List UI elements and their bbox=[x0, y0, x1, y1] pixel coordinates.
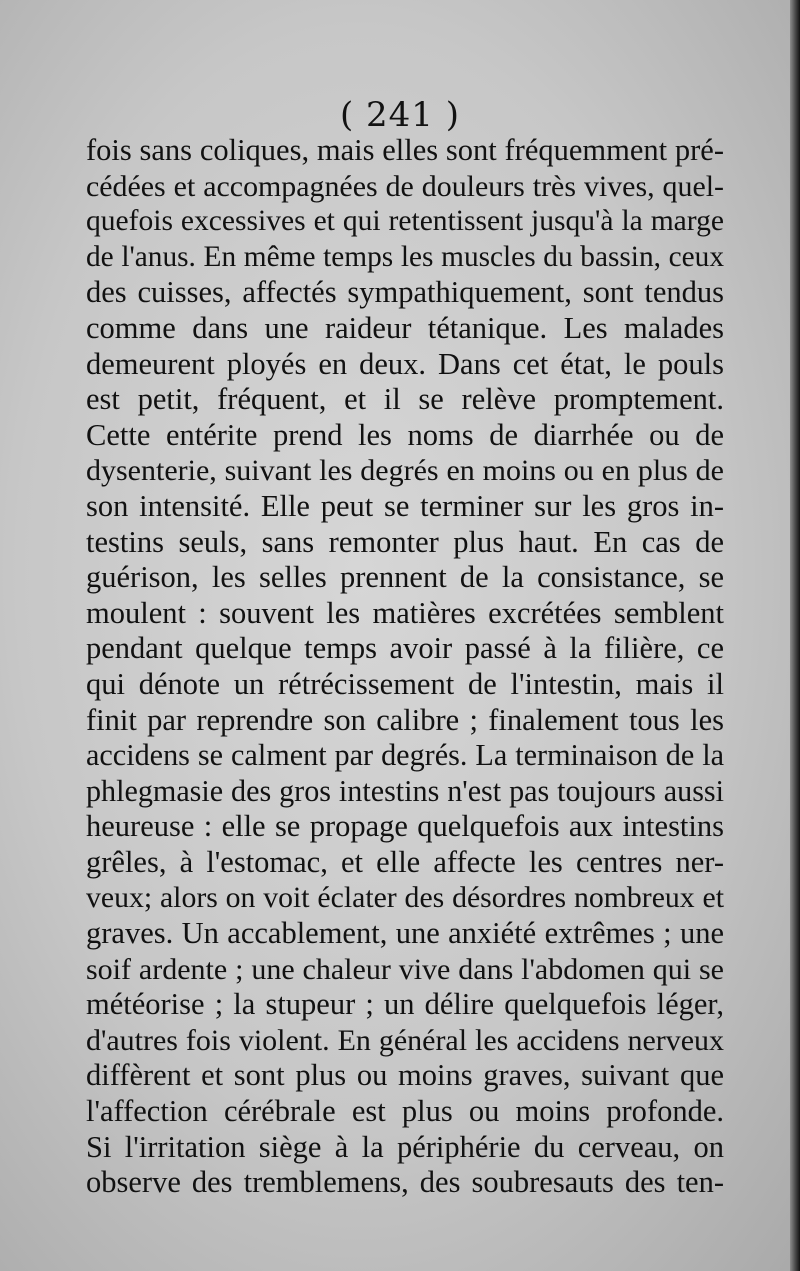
text-line: grêles, à l'estomac, et elle affecte les centres ner- bbox=[86, 844, 724, 879]
text-line: de l'anus. En même temps les muscles du bassin, ceux bbox=[86, 240, 724, 273]
text-line: testins seuls, sans remonter plus haut. En cas de bbox=[86, 524, 724, 559]
text-line: observe des tremblemens, des soubresauts des ten- bbox=[86, 1165, 724, 1200]
text-line: dysenterie, suivant les degrés en moins ou en plus de bbox=[86, 454, 724, 488]
text-line: heureuse : elle se propage quelquefois aux intestins bbox=[86, 809, 724, 844]
page-number: ( 241 ) bbox=[339, 95, 461, 135]
text-line: finit par reprendre son calibre ; finalement tous les bbox=[86, 702, 724, 737]
text-line: moulent : souvent les matières excrétées semblent bbox=[86, 595, 724, 630]
text-line: l'affection cérébrale est plus ou moins profonde. bbox=[86, 1094, 724, 1129]
text-line: accidens se calment par degrés. La terminaison de la bbox=[86, 738, 724, 773]
text-line: fois sans coliques, mais elles sont fréquemment pré- bbox=[86, 133, 724, 167]
text-line: guérison, les selles prennent de la consistance, se bbox=[86, 560, 724, 595]
text-line: graves. Un accablement, une anxiété extrêmes ; une bbox=[86, 916, 724, 951]
text-line: comme dans une raideur tétanique. Les malades bbox=[86, 310, 724, 345]
text-line: des cuisses, affectés sympathiquement, sont tendus bbox=[86, 275, 724, 310]
text-line: Cette entérite prend les noms de diarrhée ou de bbox=[86, 417, 724, 452]
page-edge-shadow bbox=[790, 0, 800, 1271]
text-line: phlegmasie des gros intestins n'est pas toujours aussi bbox=[86, 773, 724, 808]
text-line: est petit, fréquent, et il se relève promptement. bbox=[86, 382, 724, 417]
text-line: cédées et accompagnées de douleurs très vives, quel- bbox=[86, 169, 724, 203]
text-line: météorise ; la stupeur ; un délire quelquefois léger, bbox=[86, 987, 724, 1022]
text-line: soif ardente ; une chaleur vive dans l'abdomen qui se bbox=[86, 952, 724, 986]
text-line: Si l'irritation siège à la périphérie du cerveau, on bbox=[86, 1129, 724, 1164]
text-line: son intensité. Elle peut se terminer sur les gros in- bbox=[86, 488, 724, 523]
text-line: d'autres fois violent. En général les accidens nerveux bbox=[86, 1023, 724, 1057]
page-body-text bbox=[86, 133, 724, 1201]
text-line: veux; alors on voit éclater des désordres nombreux et bbox=[86, 881, 724, 915]
text-line: qui dénote un rétrécissement de l'intestin, mais il bbox=[86, 666, 724, 701]
text-line: pendant quelque temps avoir passé à la filière, ce bbox=[86, 631, 724, 666]
text-line: quefois excessives et qui retentissent jusqu'à la marge bbox=[86, 205, 724, 238]
text-line: demeurent ployés en deux. Dans cet état, le pouls bbox=[86, 346, 724, 381]
text-line: diffèrent et sont plus ou moins graves, suivant que bbox=[86, 1058, 724, 1093]
